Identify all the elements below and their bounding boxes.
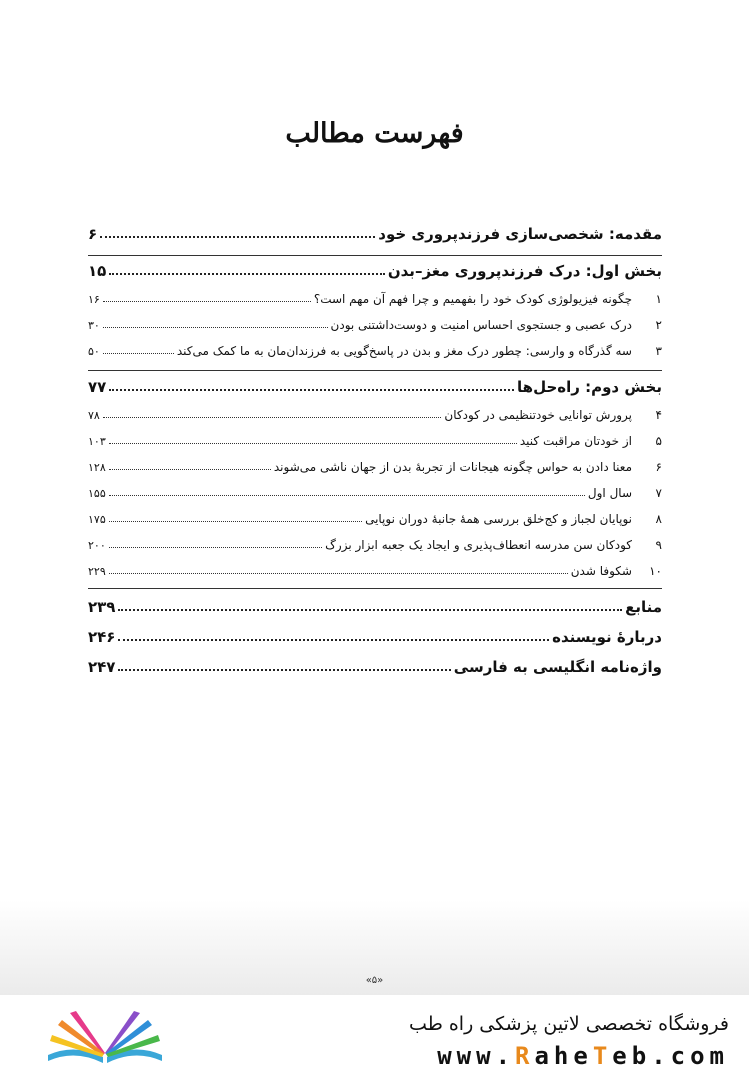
page-title: فهرست مطالب [285,118,464,149]
toc-chapter-row[interactable] [88,538,662,552]
chapter-page: ۵۰ [88,345,100,358]
chapter-number: ۴ [655,408,662,422]
leader-dots [109,469,271,470]
chapter-number: ۲ [655,318,662,332]
toc-label: بخش اول: درک فرزندپروری مغز–بدن [387,262,662,280]
chapter-title: نوپایان لجباز و کج‌خلق بررسی همهٔ جانبهٔ دوران نوپایی [365,512,632,526]
toc-part-row[interactable] [88,262,662,280]
leader-dots [103,417,442,418]
chapter-page: ۱۵۵ [88,487,106,500]
toc-chapter-row[interactable] [88,486,662,500]
chapter-page: ۲۰۰ [88,539,106,552]
toc-page: ۲۳۹ [88,598,116,616]
chapter-number: ۱ [655,292,662,306]
toc-row[interactable] [88,225,662,243]
chapter-title: از خودتان مراقبت کنید [519,434,632,448]
url-letter-r: R [515,1042,535,1070]
toc-row[interactable] [88,658,662,676]
chapter-number: ۳ [655,344,662,358]
toc-page: ۶ [88,225,98,243]
toc-page: ۷۷ [88,378,107,396]
toc-label: منابع [625,598,662,616]
toc-page: ۱۵ [88,262,107,280]
chapter-title: کودکان سن مدرسه انعطاف‌پذیری و ایجاد یک جعبه ابزار بزرگ [325,538,632,552]
url-prefix: www. [437,1042,516,1070]
store-url[interactable] [437,1042,729,1070]
toc-chapter-row[interactable] [88,344,662,358]
chapter-page: ۲۲۹ [88,565,106,578]
toc-chapter-row[interactable] [88,460,662,474]
leader-dots [109,273,385,275]
toc-page: ۲۴۷ [88,658,116,676]
chapter-title: پرورش توانایی خودتنظیمی در کودکان [444,408,632,422]
url-letter-t: T [592,1042,613,1070]
chapter-page: ۱۶ [88,293,100,306]
toc-chapter-row[interactable] [88,512,662,526]
store-name: فروشگاه تخصصی لاتین پزشکی راه طب [409,1013,729,1035]
chapter-page: ۷۸ [88,409,100,422]
toc-part-row[interactable] [88,378,662,396]
toc-chapter-row[interactable] [88,408,662,422]
leader-dots [118,609,622,611]
chapter-number: ۵ [655,434,662,448]
toc-label: مقدمه: شخصی‌سازی فرزندپروری خود [378,225,662,243]
leader-dots [100,236,375,238]
url-part: ahe [534,1042,593,1070]
toc-chapter-row[interactable] [88,292,662,306]
toc-label: واژه‌نامه انگلیسی به فارسی [453,658,662,676]
chapter-title: معنا دادن به حواس چگونه هیجانات از تجربهٔ بدن از جهان ناشی می‌شوند [273,460,632,474]
divider [88,255,662,256]
chapter-title: سال اول [587,486,632,500]
chapter-number: ۸ [655,512,662,526]
chapter-number: ۹ [655,538,662,552]
chapter-page: ۱۰۳ [88,435,106,448]
toc-chapter-row[interactable] [88,318,662,332]
leader-dots [118,639,549,641]
leader-dots [109,547,322,548]
chapter-page: ۳۰ [88,319,100,332]
toc-page: ۲۴۶ [88,628,116,646]
chapter-page: ۱۲۸ [88,461,106,474]
chapter-title: سه گذرگاه و وارسی: چطور درک مغز و بدن در پاسخ‌گویی به فرزندان‌مان به ما کمک می‌کند [176,344,632,358]
leader-dots [103,301,311,302]
toc-label: بخش دوم: راه‌حل‌ها [517,378,662,396]
toc-label: دربارهٔ نویسنده [552,628,662,646]
divider [88,370,662,371]
chapter-title: درک عصبی و جستجوی احساس امنیت و دوست‌داشتنی بودن [330,318,632,332]
chapter-page: ۱۷۵ [88,513,106,526]
toc-row[interactable] [88,598,662,616]
chapter-title: شکوفا شدن [570,564,632,578]
leader-dots [109,389,514,391]
url-suffix: eb.com [612,1042,729,1070]
leader-dots [109,495,585,496]
leader-dots [109,443,517,444]
leader-dots [103,353,174,354]
page-number: «۵» [365,975,384,986]
toc-chapter-row[interactable] [88,564,662,578]
chapter-number: ۷ [655,486,662,500]
toc-chapter-row[interactable] [88,434,662,448]
chapter-title: چگونه فیزیولوژی کودک خود را بفهمیم و چرا فهم آن مهم است؟ [313,292,632,306]
chapter-number: ۱۰ [649,564,662,578]
divider [88,588,662,589]
toc-row[interactable] [88,628,662,646]
chapter-number: ۶ [655,460,662,474]
leader-dots [118,669,450,671]
open-book-logo-icon [40,1003,170,1073]
leader-dots [103,327,328,328]
leader-dots [109,521,362,522]
leader-dots [109,573,568,574]
store-footer [0,995,749,1079]
